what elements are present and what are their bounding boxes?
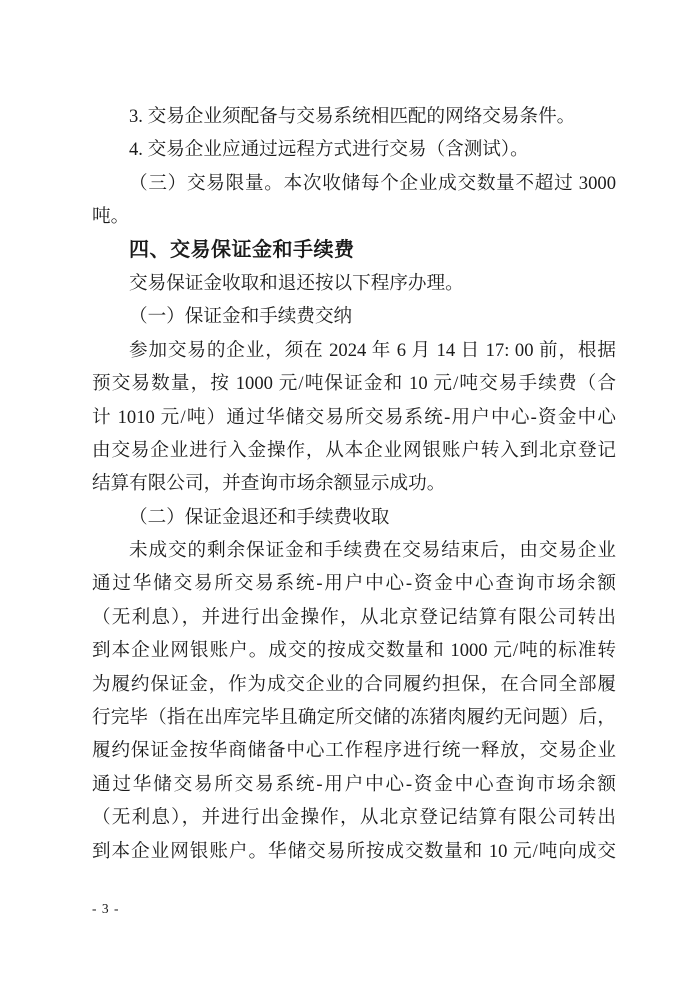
text-line: 吨。: [92, 206, 130, 228]
text-line: （无利息），并进行出金操作，从北京登记结算有限公司转出: [92, 807, 616, 829]
text-line: 到本企业网银账户。华储交易所按成交数量和 10 元/吨向成交: [92, 840, 616, 862]
text-line: 通过华储交易所交易系统-用户中心-资金中心查询市场余额: [92, 573, 616, 595]
text-line: 预交易数量，按 1000 元/吨保证金和 10 元/吨交易手续费（合: [92, 373, 616, 395]
document-body: [92, 100, 616, 868]
page-number: - 3 -: [92, 901, 120, 916]
text-line: 3. 交易企业须配备与交易系统相匹配的网络交易条件。: [129, 106, 576, 127]
text-line: 未成交的剩余保证金和手续费在交易结束后，由交易企业: [129, 540, 616, 562]
text-line: 履约保证金按华商储备中心工作程序进行统一释放，交易企业: [92, 740, 616, 762]
text-line: （二）保证金退还和手续费收取: [129, 506, 390, 528]
text-line: 计 1010 元/吨）通过华储交易所交易系统-用户中心-资金中心: [92, 406, 616, 428]
text-line: 由交易企业进行入金操作，从本企业网银账户转入到北京登记: [92, 439, 616, 461]
text-line: 到本企业网银账户。成交的按成交数量和 1000 元/吨的标准转: [92, 640, 616, 662]
text-line: 为履约保证金，作为成交企业的合同履约担保，在合同全部履: [92, 673, 616, 695]
text-line: （无利息），并进行出金操作，从北京登记结算有限公司转出: [92, 606, 616, 628]
text-line: （一）保证金和手续费交纳: [129, 306, 353, 328]
text-line: 4. 交易企业应通过远程方式进行交易（含测试）。: [129, 139, 529, 161]
text-line: 行完毕（指在出库完毕且确定所交储的冻猪肉履约无问题）后，: [92, 707, 616, 729]
text-line: 参加交易的企业，须在 2024 年 6 月 14 日 17: 00 前，根据: [129, 339, 616, 361]
text-line: 结算有限公司，并查询市场余额显示成功。: [92, 473, 446, 495]
section-heading: 四、交易保证金和手续费: [129, 238, 355, 261]
text-line: （三）交易限量。本次收储每个企业成交数量不超过 3000: [129, 172, 616, 194]
text-line: 通过华储交易所交易系统-用户中心-资金中心查询市场余额: [92, 773, 616, 795]
text-line: 交易保证金收取和退还按以下程序办理。: [129, 272, 464, 294]
